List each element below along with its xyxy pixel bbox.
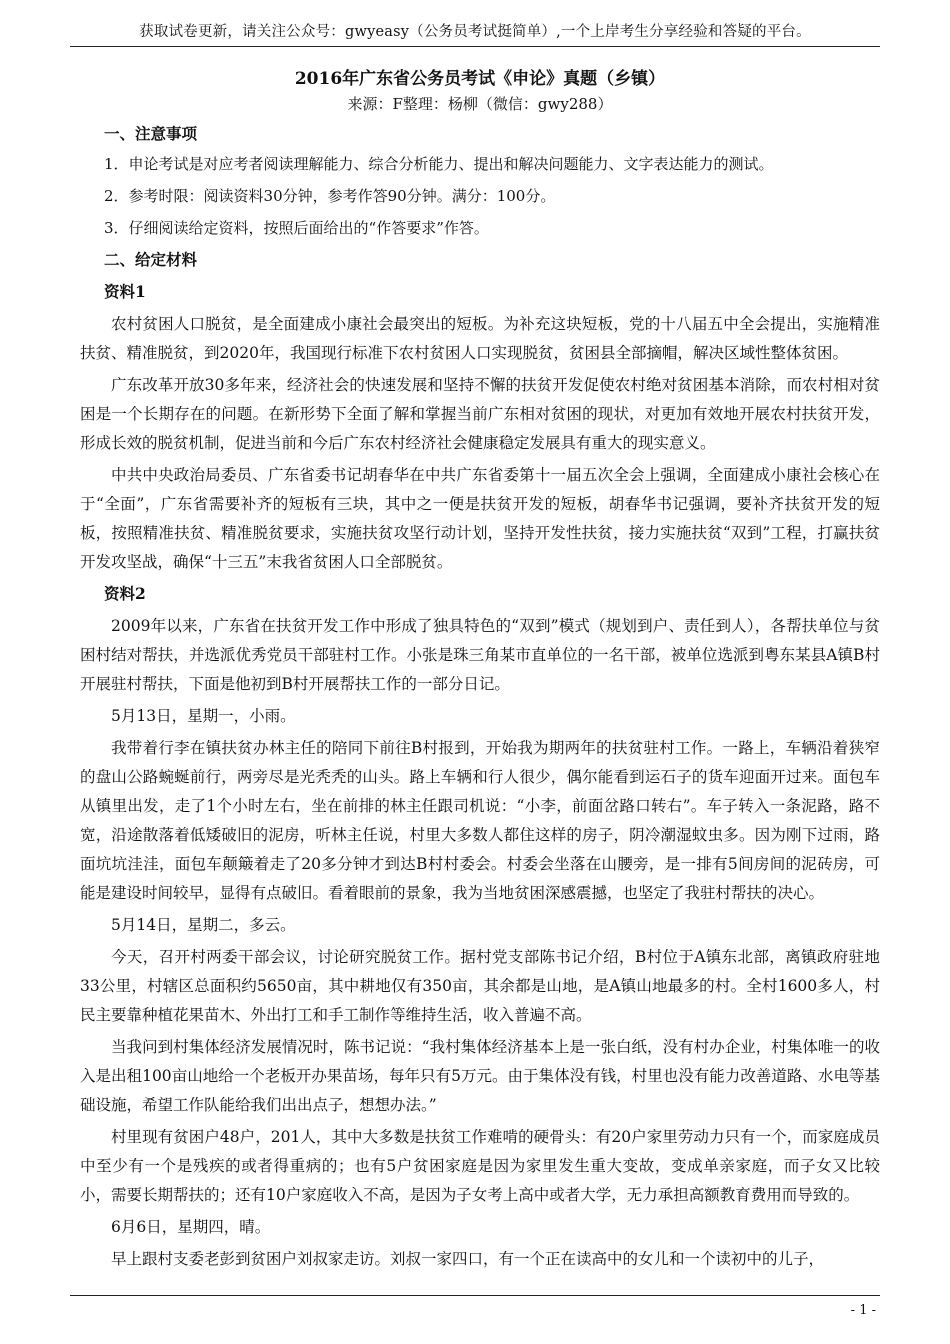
page-number: - 1 - bbox=[850, 1303, 876, 1318]
header-rule bbox=[70, 46, 880, 47]
section-notes-heading: 一、注意事项 bbox=[104, 124, 198, 143]
document-body bbox=[80, 58, 880, 1277]
material-2-intro: 2009年以来，广东省在扶贫开发工作中形成了独具特色的“双到”模式（规划到户、责任到人），各帮扶单位与贫困村结对帮扶，并选派优秀党员干部驻村工作。小张是珠三角某市直单位的一名干部，被单位选派到粤东某县A镇B村开展驻村帮扶，下面是他初到B村开展帮扶工作的一部分日记。 bbox=[80, 617, 880, 693]
diary-paragraph: 村里现有贫困户48户，201人，其中大多数是扶贫工作难啃的硬骨头：有20户家里劳动力只有一个，而家庭成员中至少有一个是残疾的或者得重病的；也有5户贫困家庭是因为家里发生重大变故，变成单亲家庭，而子女又比较小，需要长期帮扶的；还有10户家庭收入不高，是因为子女考上高中或者大学，无力承担高额教育费用而导致的。 bbox=[80, 1128, 880, 1204]
diary-paragraph: 当我问到村集体经济发展情况时，陈书记说：“我村集体经济基本上是一张白纸，没有村办企业，村集体唯一的收入是出租100亩山地给一个老板开办果苗场，每年只有5万元。由于集体没有钱，村里也没有能力改善道路、水电等基础设施，希望工作队能给我们出出点子，想想办法。” bbox=[80, 1038, 880, 1114]
diary-date-1: 5月13日，星期一，小雨。 bbox=[111, 707, 296, 725]
top-notice: 获取试卷更新，请关注公众号：gwyeasy（公务员考试挺简单）,一个上岸考生分享经验和答疑的平台。 bbox=[139, 24, 811, 40]
note-item-2: 2．参考时限：阅读资料30分钟，参考作答90分钟。满分：100分。 bbox=[104, 187, 556, 205]
document-title: 2016年广东省公务员考试《申论》真题（乡镇） bbox=[294, 69, 666, 89]
note-item-1: 1．申论考试是对应考者阅读理解能力、综合分析能力、提出和解决问题能力、文字表达能力的测试。 bbox=[104, 155, 774, 173]
material-1-label: 资料1 bbox=[104, 282, 146, 301]
footer-rule bbox=[70, 1295, 880, 1296]
diary-paragraph: 早上跟村支委老彭到贫困户刘叔家走访。刘叔一家四口，有一个正在读高中的女儿和一个读初中的儿子， bbox=[111, 1250, 825, 1268]
document-source: 来源：F整理：杨柳（微信：gwy288） bbox=[347, 95, 613, 113]
material-2-label: 资料2 bbox=[104, 584, 146, 603]
note-item-3: 3．仔细阅读给定资料，按照后面给出的“作答要求”作答。 bbox=[104, 219, 489, 237]
material-1-paragraph: 农村贫困人口脱贫，是全面建成小康社会最突出的短板。为补充这块短板，党的十八届五中全会提出，实施精准扶贫、精准脱贫，到2020年，我国现行标准下农村贫困人口实现脱贫，贫困县全部摘帽，解决区域性整体贫困。 bbox=[80, 315, 880, 362]
diary-date-2: 5月14日，星期二，多云。 bbox=[111, 916, 296, 934]
diary-date-3: 6月6日，星期四，晴。 bbox=[111, 1218, 271, 1236]
material-1-paragraph: 广东改革开放30多年来，经济社会的快速发展和坚持不懈的扶贫开发促使农村绝对贫困基本消除，而农村相对贫困是一个长期存在的问题。在新形势下全面了解和掌握当前广东相对贫困的现状，对更加有效地开展农村扶贫开发，形成长效的脱贫机制，促进当前和今后广东农村经济社会健康稳定发展具有重大的现实意义。 bbox=[80, 376, 880, 452]
diary-paragraph: 我带着行李在镇扶贫办林主任的陪同下前往B村报到，开始我为期两年的扶贫驻村工作。一路上，车辆沿着狭窄的盘山公路蜿蜒前行，两旁尽是光秃秃的山头。路上车辆和行人很少，偶尔能看到运石子的货车迎面开过来。面包车从镇里出发，走了1个小时左右，坐在前排的林主任跟司机说：“小李，前面岔路口转右”。车子转入一条泥路，路不宽，沿途散落着低矮破旧的泥房，听林主任说，村里大多数人都住这样的房子，阴冷潮湿蚊虫多。因为刚下过雨，路面坑坑洼洼，面包车颠簸着走了20多分钟才到达B村村委会。村委会坐落在山腰旁，是一排有5间房间的泥砖房，可能是建设时间较早，显得有点破旧。看着眼前的景象，我为当地贫困深感震撼，也坚定了我驻村帮扶的决心。 bbox=[80, 739, 880, 902]
diary-paragraph: 今天，召开村两委干部会议，讨论研究脱贫工作。据村党支部陈书记介绍，B村位于A镇东北部，离镇政府驻地33公里，村辖区总面积约5650亩，其中耕地仅有350亩，其余都是山地，是A镇山地最多的村。全村1600多人，村民主要靠种植花果苗木、外出打工和手工制作等维持生活，收入普遍不高。 bbox=[80, 948, 880, 1024]
material-1-paragraph: 中共中央政治局委员、广东省委书记胡春华在中共广东省委第十一届五次全会上强调，全面建成小康社会核心在于“全面”，广东省需要补齐的短板有三块，其中之一便是扶贫开发的短板，胡春华书记强调，要补齐扶贫开发的短板，按照精准扶贫、精准脱贫要求，实施扶贫攻坚行动计划，坚持开发性扶贫，接力实施扶贫“双到”工程，打赢扶贫开发攻坚战，确保“十三五”末我省贫困人口全部脱贫。 bbox=[80, 466, 880, 571]
section-materials-heading: 二、给定材料 bbox=[104, 250, 198, 269]
